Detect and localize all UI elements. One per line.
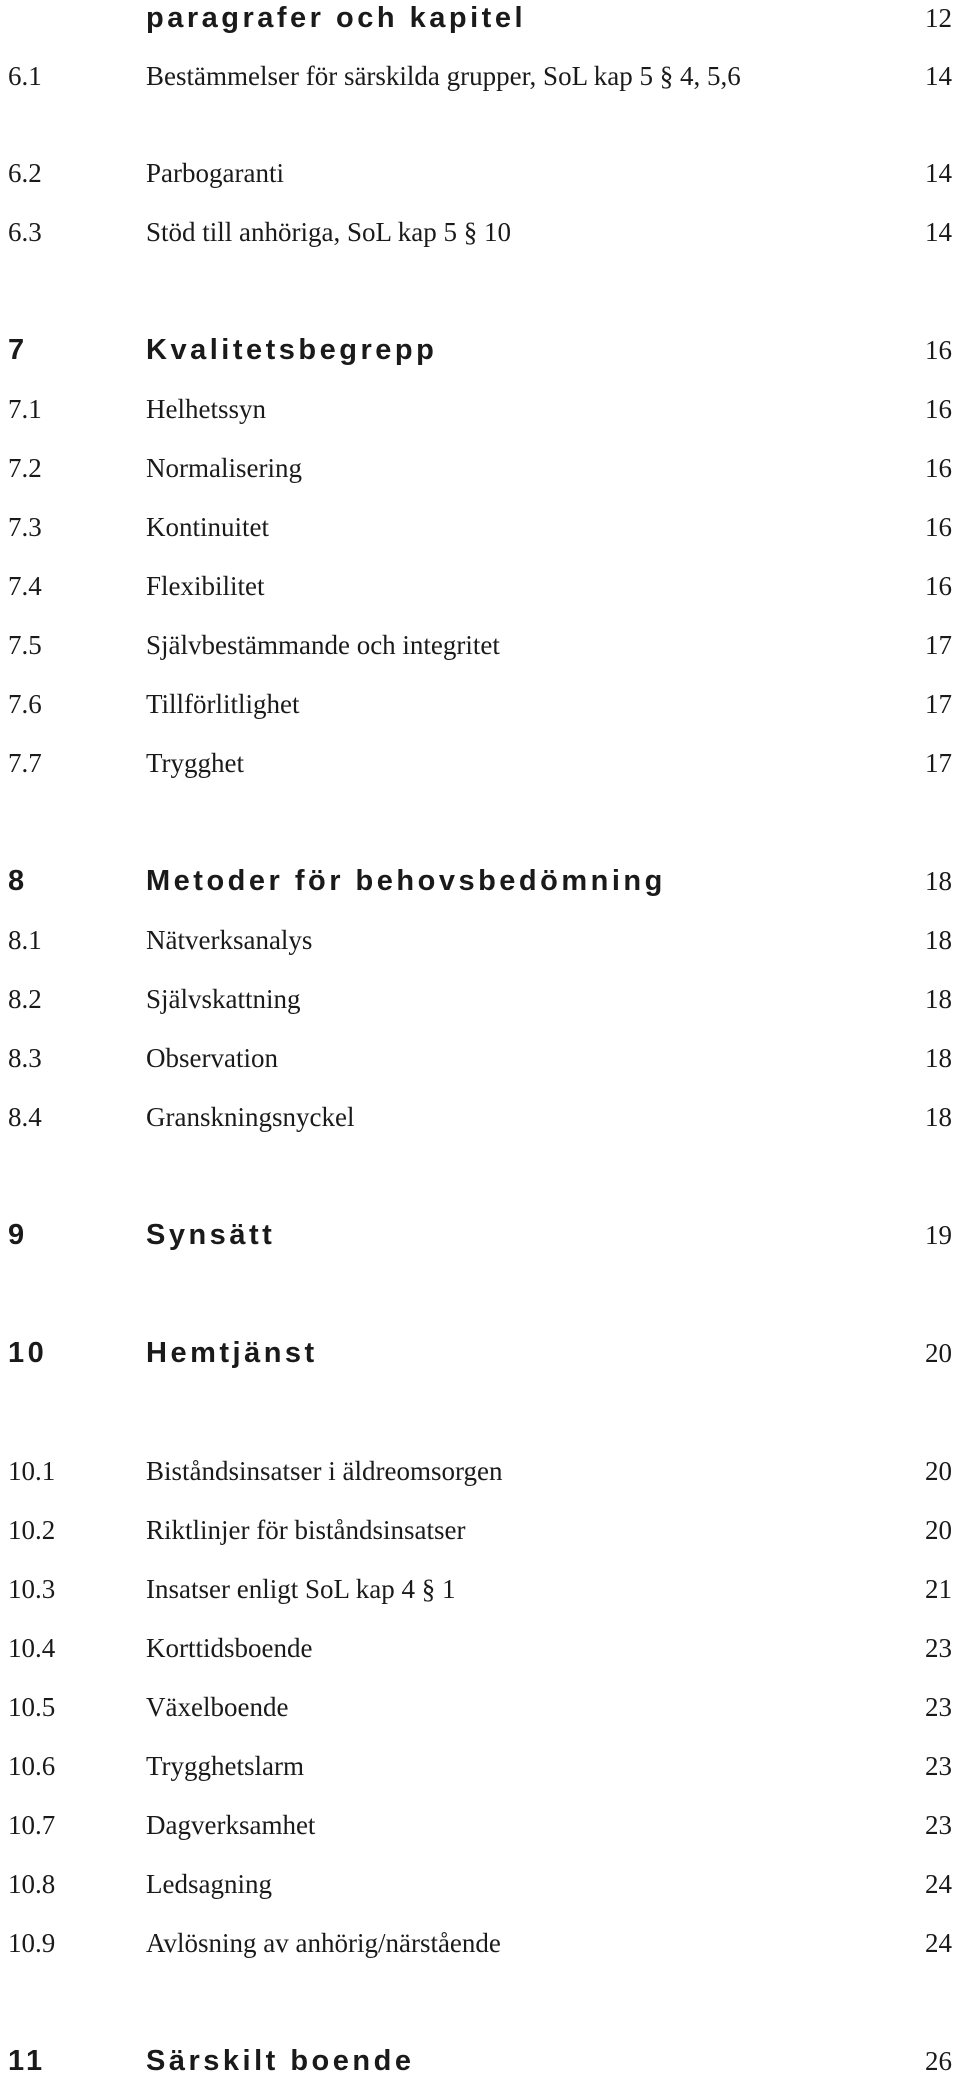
toc-entry-number: 10.3 [8, 1574, 56, 1604]
toc-entry-title: Korttidsboende [146, 1633, 313, 1663]
toc-entry-number: 10.1 [8, 1456, 56, 1486]
toc-entry-page: 16 [925, 571, 952, 601]
toc-entry-title: Särskilt boende [146, 2045, 415, 2077]
toc-entry [8, 861, 952, 901]
toc-entry-page: 17 [925, 630, 952, 660]
toc-entry [8, 1038, 952, 1078]
toc-entry [8, 1569, 952, 1609]
toc-entry-page: 16 [925, 512, 952, 542]
toc-entry-title: Växelboende [146, 1692, 289, 1722]
toc-entry-number: 8.1 [8, 925, 42, 955]
toc-entry-number: 7.4 [8, 571, 42, 601]
toc-entry-title: Helhetssyn [146, 394, 266, 424]
toc-entry-title: Trygghetslarm [146, 1751, 305, 1781]
toc-entry-page: 16 [925, 394, 952, 424]
toc-entry [8, 1864, 952, 1904]
toc-entry-page: 16 [925, 335, 952, 365]
toc-entry-number: 8.4 [8, 1102, 42, 1132]
toc-entry-title: Tillförlitlighet [146, 689, 300, 719]
toc-entry [8, 448, 952, 488]
toc-entry-page: 20 [925, 1338, 952, 1368]
toc-entry-page: 18 [925, 984, 952, 1014]
toc-entry-number: 11 [8, 2045, 46, 2077]
toc-entry-number: 10 [8, 1337, 48, 1369]
toc-entry-title: Trygghet [146, 748, 245, 778]
toc-entry [8, 920, 952, 960]
toc-entry [8, 1510, 952, 1550]
toc-entry-title: Bestämmelser för särskilda grupper, SoL kap 5 § 4, 5,6 [146, 61, 741, 91]
toc-entry-page: 18 [925, 1043, 952, 1073]
toc-entry-number: 6.1 [8, 61, 42, 91]
toc-entry-title: Hemtjänst [146, 1337, 318, 1369]
toc-entry-page: 14 [925, 158, 952, 188]
toc-entry-page: 18 [925, 925, 952, 955]
toc-entry [8, 1687, 952, 1727]
toc-entry-number: 7.2 [8, 453, 42, 483]
toc-entry-number: 10.6 [8, 1751, 56, 1781]
toc-entry [8, 566, 952, 606]
toc-entry-page: 17 [925, 748, 952, 778]
toc-entry-number: 10.4 [8, 1633, 56, 1663]
toc-entry-number: 8.2 [8, 984, 42, 1014]
toc-entry [8, 979, 952, 1019]
toc-entry-title: Insatser enligt SoL kap 4 § 1 [146, 1574, 456, 1604]
toc-entry-page: 23 [925, 1810, 952, 1840]
toc-entry-number: 7.1 [8, 394, 42, 424]
toc-entry-number: 7.6 [8, 689, 42, 719]
toc-entry [8, 330, 952, 370]
toc-entry-title: Synsätt [146, 1219, 276, 1251]
toc-entry-title: Metoder för behovsbedömning [146, 865, 666, 897]
toc-entry-number: 7.3 [8, 512, 42, 542]
toc-entry-title: Självskattning [146, 984, 301, 1014]
toc-entry-title: Flexibilitet [146, 571, 265, 601]
toc-entry-page: 12 [925, 3, 952, 33]
toc-entry [8, 1215, 952, 1255]
toc-entry-title: paragrafer och kapitel [146, 2, 526, 34]
toc-entry [8, 2041, 952, 2081]
toc-entry-title: Biståndsinsatser i äldreomsorgen [146, 1456, 503, 1486]
toc-entry-title: Observation [146, 1043, 278, 1073]
toc-entry-number: 8 [8, 865, 28, 897]
toc-entry-page: 16 [925, 453, 952, 483]
toc-entry-title: Dagverksamhet [146, 1810, 316, 1840]
toc-entry-title: Granskningsnyckel [146, 1102, 355, 1132]
toc-entry-page: 14 [925, 217, 952, 247]
toc-entry-number: 6.3 [8, 217, 42, 247]
toc-entry [8, 507, 952, 547]
toc-entry-number: 7.5 [8, 630, 42, 660]
toc-entry-title: Självbestämmande och integritet [146, 630, 500, 660]
toc-entry [8, 1097, 952, 1137]
toc-entry-title: Ledsagning [146, 1869, 272, 1899]
toc-entry-title: Parbogaranti [146, 158, 284, 188]
toc-entry-title: Stöd till anhöriga, SoL kap 5 § 10 [146, 217, 511, 247]
toc-entry-page: 18 [925, 1102, 952, 1132]
toc-entry-page: 14 [925, 61, 952, 91]
toc-entry-number: 9 [8, 1219, 28, 1251]
toc-entry-page: 26 [925, 2046, 952, 2076]
toc-entry-page: 24 [925, 1869, 952, 1899]
toc-entry-page: 18 [925, 866, 952, 896]
toc-entry-title: Avlösning av anhörig/närstående [146, 1928, 501, 1958]
toc-entry-page: 17 [925, 689, 952, 719]
toc-entry-number: 10.2 [8, 1515, 56, 1545]
toc-entry-page: 20 [925, 1515, 952, 1545]
toc-entry-page: 23 [925, 1692, 952, 1722]
toc-entry-number: 6.2 [8, 158, 42, 188]
toc-entry-title: Nätverksanalys [146, 925, 313, 955]
toc-entry [8, 153, 952, 193]
toc-entry-page: 23 [925, 1751, 952, 1781]
toc-entry-page: 23 [925, 1633, 952, 1663]
toc-entry-number: 10.7 [8, 1810, 56, 1840]
toc-entry-page: 24 [925, 1928, 952, 1958]
toc-entry [8, 212, 952, 252]
toc-entry [8, 1333, 952, 1373]
toc-entry [8, 684, 952, 724]
toc-entry-page: 20 [925, 1456, 952, 1486]
toc-entry [8, 743, 952, 783]
toc-entry-number: 10.5 [8, 1692, 56, 1722]
toc-entry [8, 625, 952, 665]
toc-entry [8, 1451, 952, 1491]
toc-entry-title: Kontinuitet [146, 512, 269, 542]
toc-entry-title: Riktlinjer för biståndsinsatser [146, 1515, 466, 1545]
toc-entry-number: 7.7 [8, 748, 42, 778]
toc-entry [8, 0, 952, 38]
toc-entry [8, 1805, 952, 1845]
toc-entry-number: 10.8 [8, 1869, 56, 1899]
toc-entry-page: 21 [925, 1574, 952, 1604]
toc-entry-title: Kvalitetsbegrepp [146, 334, 438, 366]
toc-entry [8, 1628, 952, 1668]
toc-entry [8, 56, 952, 136]
toc-entry-page: 19 [925, 1220, 952, 1250]
toc-entry [8, 1746, 952, 1786]
toc-entry-number: 7 [8, 334, 28, 366]
toc-entry [8, 1923, 952, 1963]
toc-entry [8, 389, 952, 429]
toc-entry-number: 8.3 [8, 1043, 42, 1073]
toc-entry-title: Normalisering [146, 453, 302, 483]
toc-entry-number: 10.9 [8, 1928, 56, 1958]
